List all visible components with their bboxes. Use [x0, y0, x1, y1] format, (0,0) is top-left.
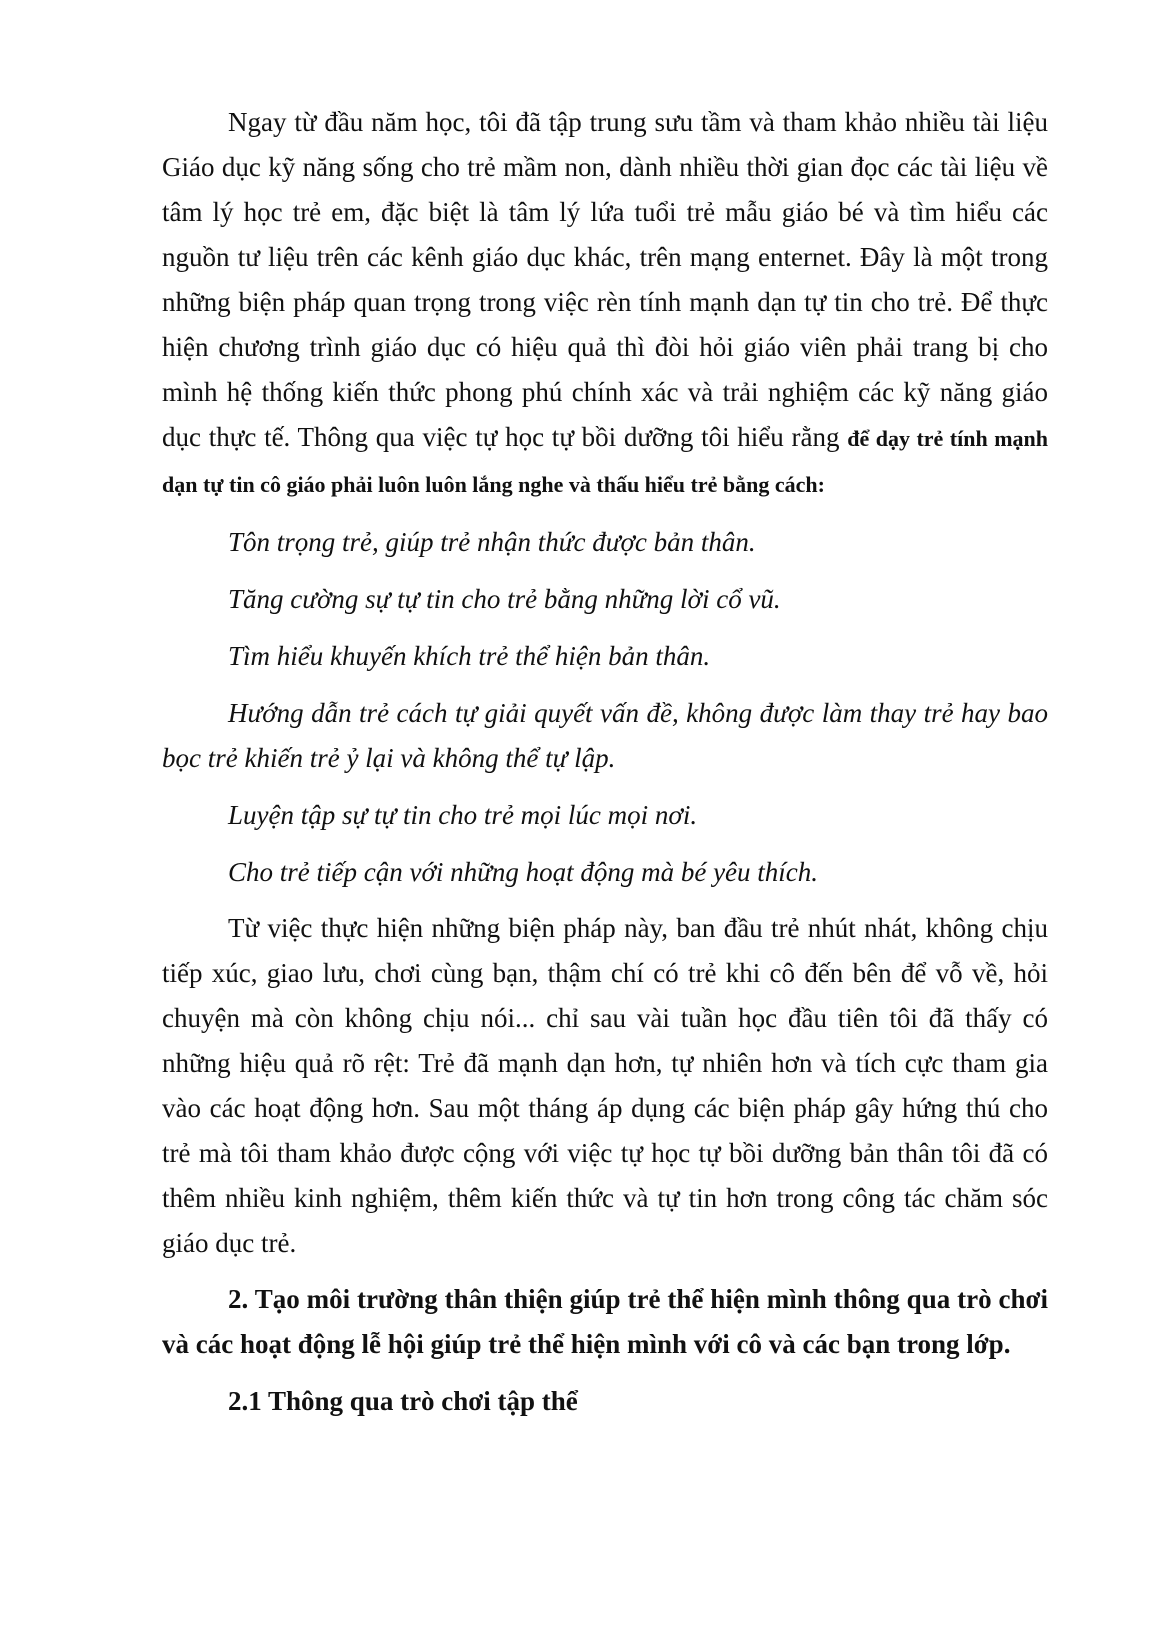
section-heading-2-1: 2.1 Thông qua trò chơi tập thể: [228, 1386, 578, 1416]
paragraph-self-study: [162, 100, 1048, 507]
italic-item: Tăng cường sự tự tin cho trẻ bằng những lời cổ vũ.: [228, 584, 781, 614]
italic-item: Cho trẻ tiếp cận với những hoạt động mà bé yêu thích.: [228, 857, 819, 887]
paragraph-results: Từ việc thực hiện những biện pháp này, ban đầu trẻ nhút nhát, không chịu tiếp xúc, giao lưu, chơi cùng bạn, thậm chí có trẻ khi cô đến bên để vỗ về, hỏi chuyện mà còn không chịu nói... chỉ sau vài tuần học đầu tiên tôi đã thấy có những hiệu quả rõ rệt: Trẻ đã mạnh dạn hơn, tự nhiên hơn và tích cực tham gia vào các hoạt động hơn. Sau một tháng áp dụng các biện pháp gây hứng thú cho trẻ mà tôi tham khảo được cộng với việc tự học tự bồi dưỡng bản thân tôi đã có thêm nhiều kinh nghiệm, thêm kiến thức và tự tin hơn trong công tác chăm sóc giáo dục trẻ.: [162, 913, 1048, 1258]
italic-item: Tìm hiểu khuyến khích trẻ thể hiện bản thân.: [228, 641, 711, 671]
paragraph-self-study-bold: để dạy trẻ tính mạnh dạn tự tin cô giáo phải luôn luôn lắng nghe và thấu hiểu trẻ bằng cách:: [162, 426, 1048, 497]
italic-item: Luyện tập sự tự tin cho trẻ mọi lúc mọi nơi.: [228, 800, 698, 830]
italic-item: Hướng dẫn trẻ cách tự giải quyết vấn đề, không được làm thay trẻ hay bao bọc trẻ khiến trẻ ỷ lại và không thể tự lập.: [162, 698, 1048, 773]
section-heading-2: 2. Tạo môi trường thân thiện giúp trẻ thể hiện mình thông qua trò chơi và các hoạt động lễ hội giúp trẻ thể hiện mình với cô và các bạn trong lớp.: [162, 1284, 1048, 1359]
italic-item: Tôn trọng trẻ, giúp trẻ nhận thức được bản thân.: [228, 527, 756, 557]
paragraph-self-study-text: Ngay từ đầu năm học, tôi đã tập trung sưu tầm và tham khảo nhiều tài liệu Giáo dục kỹ năng sống cho trẻ mầm non, dành nhiều thời gian đọc các tài liệu về tâm lý học trẻ em, đặc biệt là tâm lý lứa tuổi trẻ mẫu giáo bé và tìm hiểu các nguồn tư liệu trên các kênh giáo dục khác, trên mạng enternet. Đây là một trong những biện pháp quan trọng trong việc rèn tính mạnh dạn tự tin cho trẻ. Để thực hiện chương trình giáo dục có hiệu quả thì đòi hỏi giáo viên phải trang bị cho mình hệ thống kiến thức phong phú chính xác và trải nghiệm các kỹ năng giáo dục thực tế. Thông qua việc tự học tự bồi dưỡng tôi hiểu rằng: [162, 107, 1048, 452]
